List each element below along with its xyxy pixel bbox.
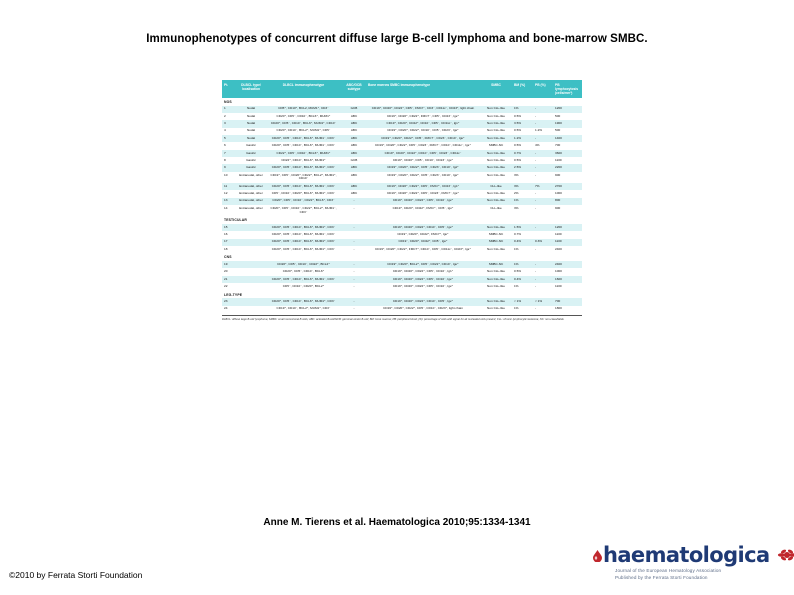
cell-smbc-immunophenotype: CD19⁺, CD20⁺, CD5⁻, CD10⁻, CD23⁻, Igκ⁺: [367, 157, 479, 164]
cell-dlbcl-immunophenotype: CD20⁺, CD5⁻, CD10⁻, BCL6⁺, MUM1⁻, CD3⁻: [266, 276, 341, 283]
cell-localisation: Extranodal, other: [236, 190, 266, 197]
cell-dlbcl-immunophenotype: CD20⁺, CD10⁻, BCL2⁺, MUM1⁺, CD5⁻: [266, 128, 341, 135]
cell-dlbcl-immunophenotype: CD20⁺, CD5⁻, CD10⁻, BCL6⁺, MUM1⁺, CD3⁻: [266, 246, 341, 253]
cell-dlbcl-immunophenotype: CD22⁺, CD5⁻, CD10⁻, BCL6⁺, MUM1⁺: [266, 150, 341, 157]
cell-smbc: Non CLL-like: [479, 276, 513, 283]
cell-bm-percent: 0.5%: [513, 142, 534, 149]
cell-pb-lymphocytosis: 800: [554, 198, 582, 205]
cell-smbc: Non CLL-like: [479, 283, 513, 290]
cell-dlbcl-immunophenotype: CD19⁺, CD10⁻, BCL2⁺, MUM1⁺, CD3⁻: [266, 306, 341, 313]
column-header-pb-percent: PB (%): [534, 80, 554, 98]
cell-pb-percent: -: [534, 268, 554, 275]
table-row: [222, 283, 582, 290]
cell-subtype: -: [341, 268, 367, 275]
table-section-header: [222, 253, 582, 261]
cell-pb-percent: -: [534, 157, 554, 164]
cell-pb-percent: -: [534, 205, 554, 216]
cell-localisation: Nodal: [236, 135, 266, 142]
cell-pb-percent: 4%: [534, 142, 554, 149]
cell-smbc-immunophenotype: CD19⁺, CD20⁺, CD22⁺, CD5⁻, CD10⁻, CD23⁺, light chain: [367, 306, 479, 313]
table-header-row: [222, 80, 582, 98]
cell-subtype: ABC: [341, 190, 367, 197]
cell-smbc-immunophenotype: CD19⁺, CD20⁺, CD22⁺, CD5⁻, CD23⁻, CD10⁻, Igλ⁺: [367, 164, 479, 171]
cell-dlbcl-immunophenotype: CD20⁺, CD5⁻, CD10⁻, BCL6⁺, MUM1⁺, CD10⁻: [266, 120, 341, 127]
cell-dlbcl-immunophenotype: CD5⁻, CD10⁻, CD20⁺, BCL6⁺, MUM1⁺, CD3⁻: [266, 190, 341, 197]
table-row: [222, 157, 582, 164]
cell-smbc: SMBC-NC: [479, 261, 513, 268]
cell-dlbcl-immunophenotype: CD20⁺, CD5⁻, CD10⁻, BCL6⁺, MUM1⁻, CD3⁻: [266, 183, 341, 190]
cell-subtype: -: [341, 283, 367, 290]
red-flower-icon: [777, 548, 794, 562]
cell-subtype: -: [341, 306, 367, 313]
cell-pt: 5: [222, 135, 236, 142]
cell-smbc-immunophenotype: CD19⁺, CD20⁺, CD22⁺, CD5⁻, CD10⁻, Igκ⁺: [367, 276, 479, 283]
cell-pt: 1: [222, 106, 236, 113]
cell-pt: 23: [222, 298, 236, 305]
table-row: [222, 172, 582, 183]
cell-subtype: ABC: [341, 135, 367, 142]
cell-localisation: Nodal: [236, 120, 266, 127]
cell-smbc-immunophenotype: CD19⁺, CD20⁺, CD22⁺, FMC7⁺, Igκ⁺: [367, 231, 479, 238]
cell-dlbcl-immunophenotype: CD20⁺, CD5⁻, CD10⁻, BCL6⁺, MUM1⁺, CD3⁻: [266, 239, 341, 246]
logo-wordmark: haematologica: [603, 543, 770, 567]
table-section-header: [222, 216, 582, 224]
cell-pb-lymphocytosis: 1200: [554, 106, 582, 113]
cell-bm-percent: 0.4%: [513, 239, 534, 246]
table-row: [222, 106, 582, 113]
cell-pt: 11: [222, 183, 236, 190]
cell-localisation: [236, 283, 266, 290]
cell-subtype: -: [341, 261, 367, 268]
cell-dlbcl-immunophenotype: CD20⁺, CD5⁻, CD10⁻, BCL6⁺, MUM1⁻, CD3⁻: [266, 135, 341, 142]
table-row: [222, 190, 582, 197]
column-header-smbc: SMBC: [479, 80, 513, 98]
cell-bm-percent: 0.5%: [513, 128, 534, 135]
cell-subtype: ABC: [341, 142, 367, 149]
cell-pb-lymphocytosis: 1000: [554, 190, 582, 197]
cell-bm-percent: 3%: [513, 172, 534, 183]
cell-smbc-immunophenotype: CD19⁺, CD20⁺, CD22⁺, CD5⁻, CD23⁻, FMC7⁻, Igκ⁺: [367, 190, 479, 197]
cell-pb-percent: -: [534, 106, 554, 113]
cell-smbc: Non CLL-like: [479, 298, 513, 305]
cell-subtype: ABC: [341, 172, 367, 183]
column-header-bm-smbc-immunophenotype: Bone marrow SMBC immunophenotype: [367, 80, 479, 98]
cell-localisation: [236, 268, 266, 275]
cell-pb-lymphocytosis: 500: [554, 113, 582, 120]
cell-smbc: SMBC-NC: [479, 239, 513, 246]
cell-smbc-immunophenotype: CD19⁺, CD20⁺, CD22⁺, CD5⁻, FMC7⁻, CD23⁻, CD10⁻, Igκ⁺: [367, 135, 479, 142]
cell-pb-percent: -: [534, 120, 554, 127]
cell-subtype: -: [341, 276, 367, 283]
cell-localisation: [236, 246, 266, 253]
cell-subtype: ABC: [341, 120, 367, 127]
cell-smbc-immunophenotype: CD19⁺, CD20⁺, CD22⁺, CD5⁻, CD10⁻, Igκ⁺: [367, 198, 479, 205]
table-section-label: TESTICULAR: [222, 216, 582, 224]
cell-smbc-immunophenotype: CD19⁺, CD20⁺, CD22⁺, CD5⁻, FMC7⁻, CD3⁻, CD11c⁻, CD23⁺, light chain: [367, 106, 479, 113]
cell-pt: 20: [222, 268, 236, 275]
cell-bm-percent: 3%: [513, 205, 534, 216]
cell-subtype: [341, 231, 367, 238]
cell-dlbcl-immunophenotype: CD20⁺, CD5⁻, CD10⁻, CD22⁺, BCL6⁺, CD3⁻: [266, 198, 341, 205]
logo-subtitle-line-1: Journal of the European Hematology Association: [615, 568, 722, 573]
cell-subtype: -: [341, 239, 367, 246]
table-row: [222, 306, 582, 313]
table-section-label: LEG-TYPE: [222, 290, 582, 298]
cell-pb-percent: -: [534, 246, 554, 253]
cell-bm-percent: < 1%: [513, 298, 534, 305]
citation-line: Anne M. Tierens et al. Haematologica 2010;95:1334-1341: [263, 517, 531, 528]
cell-pt: 9: [222, 164, 236, 171]
cell-smbc: Non CLL-like: [479, 306, 513, 313]
cell-smbc-immunophenotype: CD19⁺, CD20⁺, CD22⁺, FMC7⁺, CD10⁻, CD5⁻, CD11c⁻, CD23⁺, Igκ⁺: [367, 246, 479, 253]
cell-dlbcl-immunophenotype: CD20⁺, CD5⁻, CD10⁻, BCL6⁺, MUM1⁺, CD3⁻: [266, 224, 341, 231]
table-section-header: [222, 98, 582, 106]
cell-dlbcl-immunophenotype: CD20⁺, CD5⁻, CD10⁻, BCL6⁺, MUM1⁺: [266, 113, 341, 120]
cell-subtype: ABC: [341, 164, 367, 171]
cell-pb-lymphocytosis: 1400: [554, 135, 582, 142]
cell-bm-percent: 3.5%: [513, 120, 534, 127]
immunophenotype-table: [222, 80, 582, 313]
logo-subtitle-line-2: Published by the Ferrata Storti Foundation: [615, 574, 708, 580]
cell-pt: 12: [222, 190, 236, 197]
cell-smbc: Non CLL-like: [479, 190, 513, 197]
cell-pt: 13: [222, 198, 236, 205]
cell-bm-percent: 0.7%: [513, 231, 534, 238]
cell-pb-lymphocytosis: 1600: [554, 276, 582, 283]
cell-dlbcl-immunophenotype: CD5⁺, CD10⁺, BCL2, MUM1⁺, CD3⁻: [266, 106, 341, 113]
cell-bm-percent: 0.5%: [513, 268, 534, 275]
cell-localisation: Extranodal, other: [236, 198, 266, 205]
cell-subtype: ABC: [341, 183, 367, 190]
page-title: Immunophenotypes of concurrent diffuse large B-cell lymphoma and bone-marrow SMBC.: [146, 33, 648, 45]
haematologica-logo: [593, 543, 788, 588]
logo-subtitle: [593, 568, 788, 581]
cell-pt: 8: [222, 157, 236, 164]
cell-subtype: ABC: [341, 128, 367, 135]
cell-pt: 6: [222, 142, 236, 149]
cell-pb-percent: < 1%: [534, 298, 554, 305]
cell-pt: 18: [222, 246, 236, 253]
table-row: [222, 205, 582, 216]
cell-dlbcl-immunophenotype: CD20⁺, CD5⁻, CD10⁻, BCL6⁺, MUM1⁻, CD3⁻: [266, 142, 341, 149]
cell-pt: 19: [222, 261, 236, 268]
cell-localisation: Extranodal, other: [236, 205, 266, 216]
logo-wordmark-row: [593, 543, 788, 567]
cell-smbc-immunophenotype: CD19⁺, CD20⁺, CD22⁺, FMC7⁻, CD5⁻, Igκ⁺: [367, 205, 479, 216]
cell-subtype: -: [341, 198, 367, 205]
cell-bm-percent: 0.5%: [513, 113, 534, 120]
cell-localisation: Extranodal, other: [236, 183, 266, 190]
cell-smbc: Non CLL-like: [479, 164, 513, 171]
cell-pb-lymphocytosis: 1200: [554, 224, 582, 231]
cell-pt: 15: [222, 224, 236, 231]
cell-dlbcl-immunophenotype: CD20⁺, CD5⁻, CD10⁻, CD22⁺, BCL2⁺: [266, 261, 341, 268]
cell-pb-percent: -: [534, 164, 554, 171]
cell-pb-percent: [534, 231, 554, 238]
column-header-localisation: DLBCL type/ localisation: [236, 80, 266, 98]
cell-smbc: Non CLL-like: [479, 128, 513, 135]
table-row: [222, 298, 582, 305]
cell-bm-percent: 1%: [513, 306, 534, 313]
cell-bm-percent: 0.4%: [513, 276, 534, 283]
cell-dlbcl-immunophenotype: CD20⁺, CD5⁻, CD10⁻, BCL6⁺, MUM1⁺, CD3⁻: [266, 164, 341, 171]
cell-bm-percent: 2%: [513, 190, 534, 197]
cell-pb-lymphocytosis: 1100: [554, 239, 582, 246]
cell-localisation: Nodal: [236, 106, 266, 113]
cell-pb-percent: -: [534, 283, 554, 290]
table-row: [222, 150, 582, 157]
cell-bm-percent: 0.7%: [513, 150, 534, 157]
table-row: [222, 183, 582, 190]
column-header-pb-lymphocytosis: PB lymphocytosis (cells/mm³): [554, 80, 582, 98]
column-header-bm-percent: BM (%): [513, 80, 534, 98]
cell-localisation: [236, 239, 266, 246]
table-body: [222, 98, 582, 313]
cell-subtype: -: [341, 246, 367, 253]
cell-pb-percent: -: [534, 261, 554, 268]
cell-pb-lymphocytosis: 500: [554, 128, 582, 135]
table-section-label: NOS: [222, 98, 582, 106]
cell-pb-percent: -: [534, 150, 554, 157]
table-row: [222, 239, 582, 246]
cell-subtype: -: [341, 205, 367, 216]
cell-pt: 21: [222, 276, 236, 283]
cell-pb-percent: 0.3%: [534, 239, 554, 246]
cell-localisation: Extranodal, other: [236, 172, 266, 183]
cell-pb-lymphocytosis: 1100: [554, 157, 582, 164]
figure-table-block: [222, 80, 582, 322]
table-row: [222, 268, 582, 275]
cell-pb-lymphocytosis: 900: [554, 172, 582, 183]
cell-localisation: [236, 231, 266, 238]
copyright-line: ©2010 by Ferrata Storti Foundation: [9, 570, 143, 580]
cell-smbc: Non CLL-like: [479, 106, 513, 113]
cell-subtype: GCB: [341, 157, 367, 164]
cell-smbc-immunophenotype: CD19⁺, CD20⁺, CD22⁺, CD10⁻, CD5⁻, Igκ⁺: [367, 298, 479, 305]
cell-localisation: [236, 298, 266, 305]
cell-pb-lymphocytosis: 3600: [554, 150, 582, 157]
blood-drop-icon: [593, 550, 602, 561]
cell-pb-percent: -: [534, 190, 554, 197]
table-row: [222, 113, 582, 120]
table-row: [222, 164, 582, 171]
cell-subtype: -: [341, 224, 367, 231]
cell-smbc: Non CLL-like: [479, 224, 513, 231]
table-row: [222, 261, 582, 268]
cell-bm-percent: 0.5%: [513, 157, 534, 164]
column-header-abc-gcb-subtype: ABC/GCB subtype: [341, 80, 367, 98]
cell-pb-lymphocytosis: 700: [554, 142, 582, 149]
cell-pb-lymphocytosis: 1900: [554, 120, 582, 127]
cell-smbc-immunophenotype: CD19⁺, CD20⁺, CD22⁺, CD5⁻, CD10⁻, Igλ⁺: [367, 268, 479, 275]
cell-smbc: Non CLL-like: [479, 198, 513, 205]
cell-localisation: [236, 261, 266, 268]
cell-pt: 10: [222, 172, 236, 183]
cell-subtype: GCB: [341, 106, 367, 113]
table-row: [222, 128, 582, 135]
cell-subtype: ABC: [341, 150, 367, 157]
cell-subtype: -: [341, 298, 367, 305]
cell-pt: 4: [222, 128, 236, 135]
cell-smbc-immunophenotype: CD19⁺, CD20⁺, CD22⁺, CD10⁻, CD5⁻, CD23⁻, Igκ⁺: [367, 128, 479, 135]
cell-smbc: SMBC-NC: [479, 231, 513, 238]
cell-pb-percent: -: [534, 224, 554, 231]
cell-smbc-immunophenotype: CD19⁺, CD20⁺, CD22⁺, CD5⁻, CD23⁻, FMC7⁻, CD10⁻, CD11c⁻, Igκ⁺: [367, 142, 479, 149]
cell-localisation: Gastric: [236, 142, 266, 149]
cell-pb-lymphocytosis: 2400: [554, 261, 582, 268]
table-row: [222, 198, 582, 205]
table-row: [222, 120, 582, 127]
cell-smbc: SMBC-NC: [479, 142, 513, 149]
cell-pb-percent: -: [534, 276, 554, 283]
cell-bm-percent: 3%: [513, 183, 534, 190]
cell-dlbcl-immunophenotype: CD19⁺, CD5⁻, CD20⁺, CD22⁺, BCL2⁺, MUM1⁺, CD10⁻: [266, 172, 341, 183]
table-row: [222, 224, 582, 231]
cell-smbc: CLL-like: [479, 205, 513, 216]
cell-localisation: [236, 224, 266, 231]
cell-smbc-immunophenotype: CD19⁺, CD20⁺, CD22⁺, CD10⁻, CD5⁻, CD23⁻, CD11c⁻: [367, 150, 479, 157]
cell-pb-lymphocytosis: 1100: [554, 283, 582, 290]
cell-dlbcl-immunophenotype: CD20⁺, CD5⁻, CD10⁻, CD22⁺, BCL2⁺, MUM1⁻, CD3⁻: [266, 205, 341, 216]
cell-pt: 17: [222, 239, 236, 246]
cell-dlbcl-immunophenotype: CD20⁺, CD5⁻, CD10⁻, BCL6⁺: [266, 268, 341, 275]
cell-pt: 7: [222, 150, 236, 157]
table-row: [222, 246, 582, 253]
cell-smbc-immunophenotype: CD19⁺, CD20⁺, CD22⁺, CD5⁻, FMC7⁻, CD23⁻, Igλ⁺: [367, 183, 479, 190]
cell-smbc-immunophenotype: CD19⁺, CD20⁺, CD22⁺, CD10⁻, CD5⁻, CD11c⁻, Igλ⁺: [367, 120, 479, 127]
cell-pb-percent: -: [534, 198, 554, 205]
cell-bm-percent: 1%: [513, 198, 534, 205]
cell-pt: 16: [222, 231, 236, 238]
cell-pt: 14: [222, 205, 236, 216]
cell-localisation: Gastric: [236, 157, 266, 164]
cell-pb-lymphocytosis: 2200: [554, 164, 582, 171]
cell-dlbcl-immunophenotype: CD20⁺, CD5⁻, CD10⁻, BCL6⁺, MUM1⁺, CD3⁻: [266, 298, 341, 305]
cell-smbc: Non CLL-like: [479, 157, 513, 164]
cell-smbc-immunophenotype: CD19⁻, CD20⁺, CD22⁺, CD5⁻, Igκ⁺: [367, 239, 479, 246]
cell-pt: 2: [222, 113, 236, 120]
cell-bm-percent: 1.2%: [513, 135, 534, 142]
column-header-dlbcl-immunophenotype: DLBCL immunophenotype: [266, 80, 341, 98]
cell-pb-percent: -: [534, 113, 554, 120]
cell-localisation: Nodal: [236, 128, 266, 135]
cell-smbc: Non CLL-like: [479, 172, 513, 183]
cell-smbc: Non CLL-like: [479, 268, 513, 275]
cell-pb-lymphocytosis: 1000: [554, 268, 582, 275]
cell-smbc-immunophenotype: CD19⁺, CD20⁺, BCL2⁺, CD5⁻, CD22⁺, CD10⁻, Igκ⁺: [367, 261, 479, 268]
cell-smbc: Non CLL-like: [479, 246, 513, 253]
cell-pb-lymphocytosis: 1800: [554, 306, 582, 313]
table-row: [222, 142, 582, 149]
cell-bm-percent: 1%: [513, 261, 534, 268]
cell-pb-lymphocytosis: 2700: [554, 183, 582, 190]
table-section-header: [222, 290, 582, 298]
cell-pb-lymphocytosis: 2400: [554, 246, 582, 253]
cell-subtype: ABC: [341, 113, 367, 120]
cell-bm-percent: 2.5%: [513, 164, 534, 171]
column-header-pt: Pt.: [222, 80, 236, 98]
cell-localisation: Nodal: [236, 113, 266, 120]
cell-smbc: Non CLL-like: [479, 150, 513, 157]
table-section-label: CNS: [222, 253, 582, 261]
cell-localisation: [236, 276, 266, 283]
cell-bm-percent: 1%: [513, 106, 534, 113]
cell-bm-percent: 1.5%: [513, 224, 534, 231]
cell-smbc: Non CLL-like: [479, 113, 513, 120]
cell-pb-percent: 1.2%: [534, 128, 554, 135]
cell-smbc-immunophenotype: CD19⁺, CD20⁺, CD22⁺, CD5⁻, CD23⁻, CD10⁻, Igκ⁺: [367, 172, 479, 183]
cell-smbc-immunophenotype: CD19⁺, CD20⁺, CD22⁺, CD10⁻, CD5⁻, Igκ⁺: [367, 224, 479, 231]
table-footnote: DLBCL: diffuse large B-cell lymphoma; SMBC: small monoclonal B cells; ABC: activated B-cell/GCB: germinal center B-cell; BM: bone marrow; PB: peripheral blood; (%): percentage of cells with signal for all nucleated cells present; CLL: chronic lymphocytic leukemia; NC: non-classifiable.: [222, 315, 582, 322]
cell-dlbcl-immunophenotype: CD20⁺, CD5⁻, CD10⁻, BCL6⁺, MUM1⁻, CD3⁻: [266, 231, 341, 238]
cell-pb-percent: -: [534, 135, 554, 142]
cell-pb-percent: 7%: [534, 183, 554, 190]
table-row: [222, 135, 582, 142]
cell-pt: 22: [222, 283, 236, 290]
cell-localisation: [236, 306, 266, 313]
cell-localisation: Gastric: [236, 164, 266, 171]
table-row: [222, 276, 582, 283]
cell-localisation: Gastric: [236, 150, 266, 157]
cell-pb-percent: -: [534, 172, 554, 183]
cell-pb-percent: -: [534, 306, 554, 313]
cell-pt: 24: [222, 306, 236, 313]
cell-smbc: Non CLL-like: [479, 120, 513, 127]
cell-smbc: Non CLL-like: [479, 135, 513, 142]
cell-pb-lymphocytosis: 700: [554, 298, 582, 305]
cell-smbc-immunophenotype: CD19⁺, CD20⁺, CD22⁺, FMC7⁻, CD5⁻, CD23⁻, Igκ⁺: [367, 113, 479, 120]
cell-dlbcl-immunophenotype: CD22⁺, CD10⁻, BCL6⁺, MUM1⁺: [266, 157, 341, 164]
cell-pt: 3: [222, 120, 236, 127]
table-row: [222, 231, 582, 238]
cell-dlbcl-immunophenotype: CD5⁻, CD10⁻, CD20⁺, BCL2⁺: [266, 283, 341, 290]
cell-pb-lymphocytosis: 1100: [554, 231, 582, 238]
cell-bm-percent: 1%: [513, 246, 534, 253]
cell-pb-lymphocytosis: 900: [554, 205, 582, 216]
cell-bm-percent: 1%: [513, 283, 534, 290]
cell-smbc-immunophenotype: CD19⁺, CD20⁺, CD22⁺, CD5⁻, CD10⁻, Igκ⁺: [367, 283, 479, 290]
cell-smbc: CLL-like: [479, 183, 513, 190]
